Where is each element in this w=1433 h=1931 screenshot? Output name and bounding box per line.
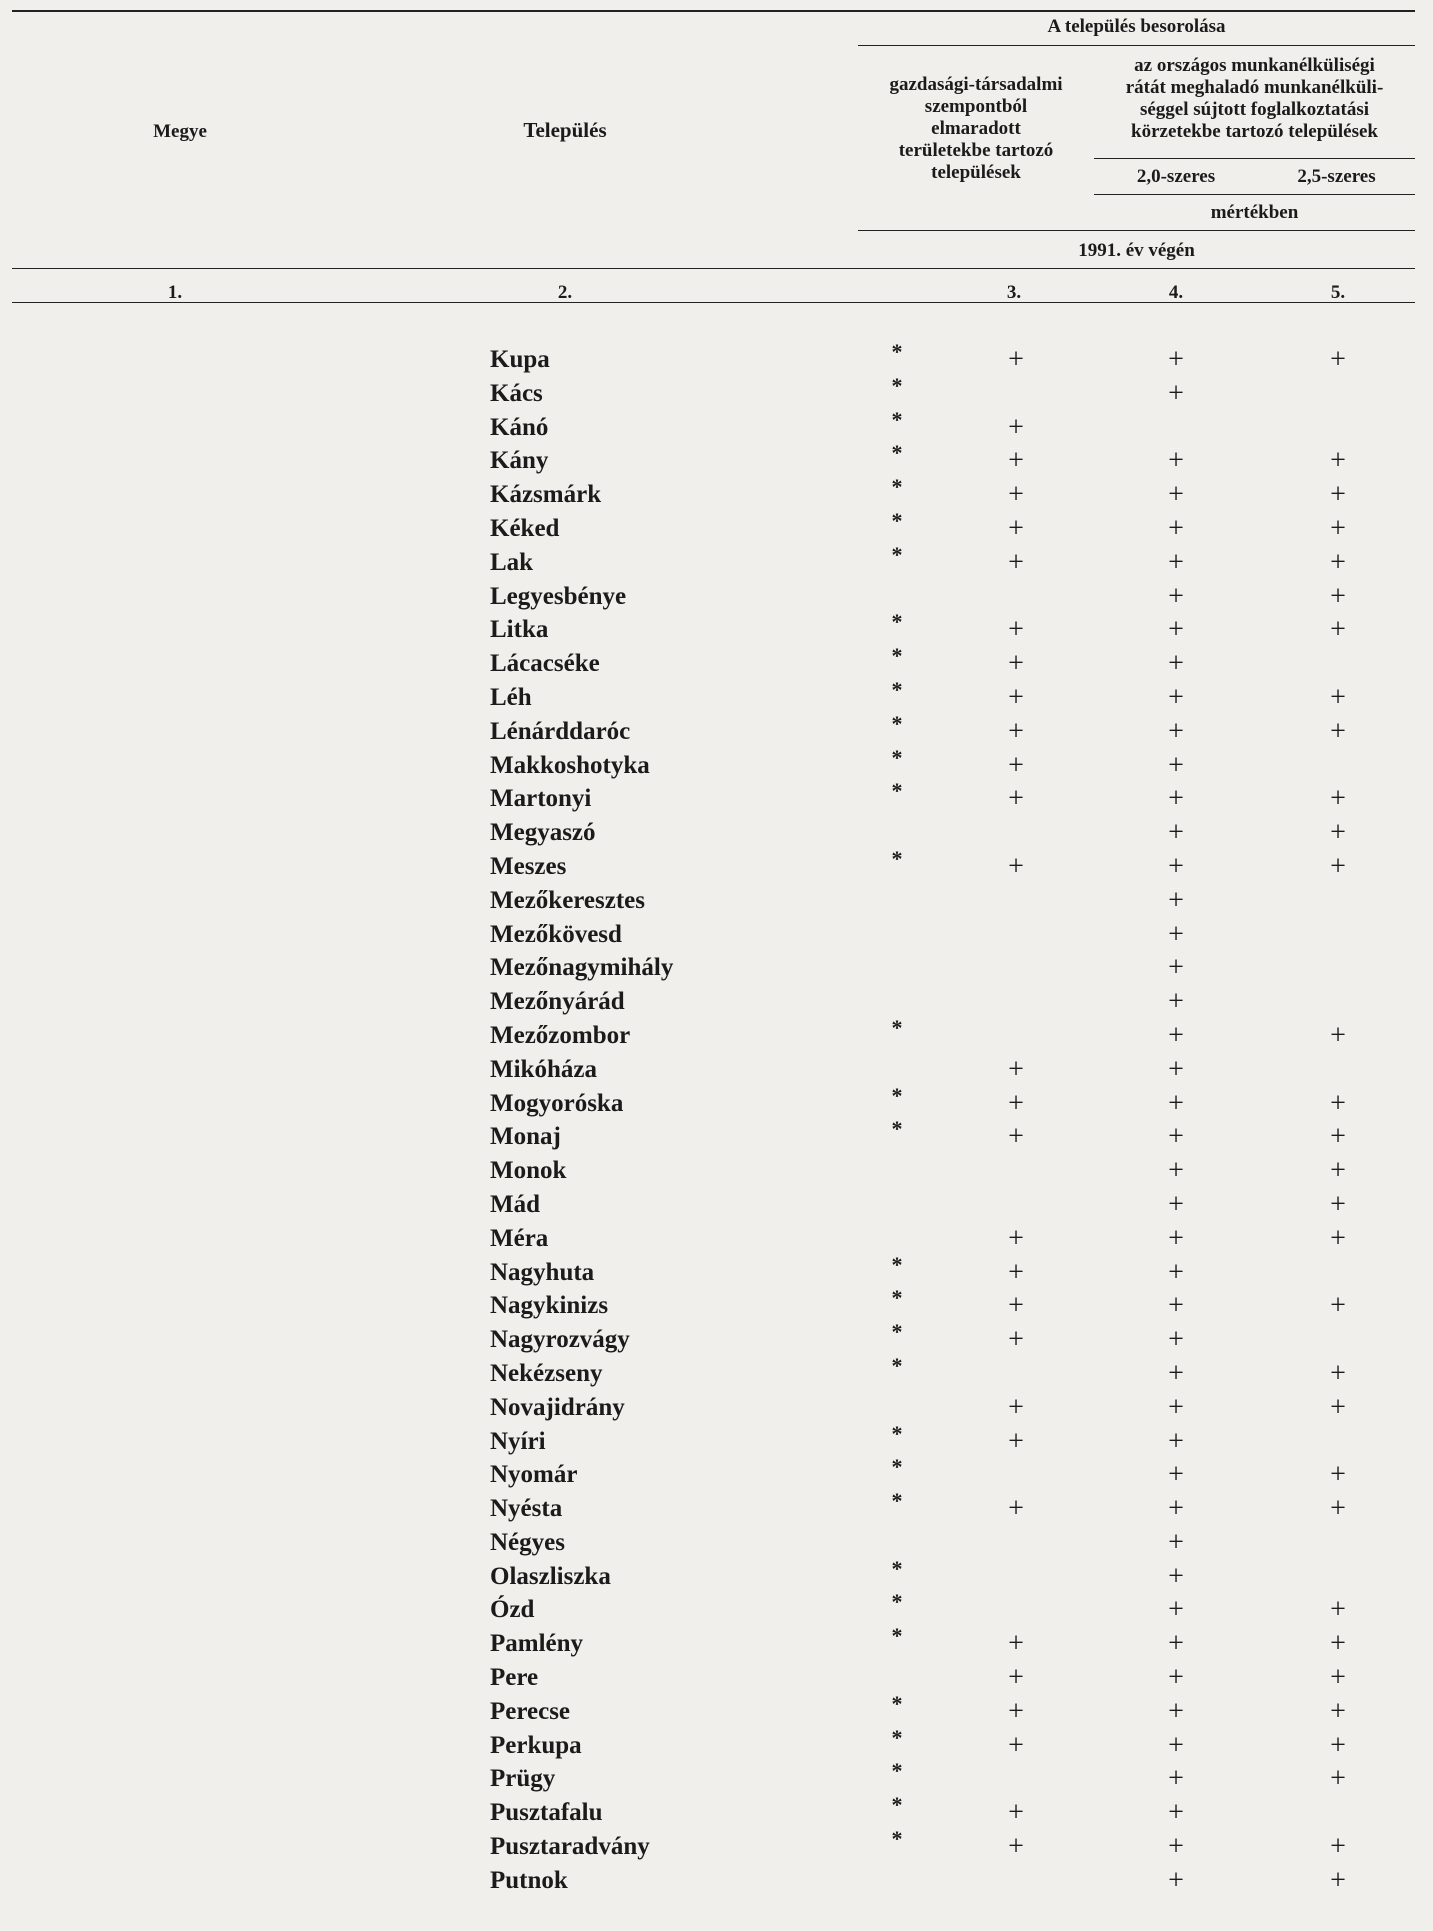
col4-plus-mark: + bbox=[1168, 952, 1184, 984]
col3-plus-mark: + bbox=[1008, 850, 1024, 882]
col4-plus-mark: + bbox=[1168, 1864, 1184, 1896]
star-mark: * bbox=[891, 1488, 903, 1514]
mertekben-rule bbox=[858, 230, 1415, 231]
settlement-name: Négyes bbox=[490, 1528, 565, 1556]
settlement-name: Olaszliszka bbox=[490, 1562, 611, 1590]
star-mark: * bbox=[891, 1454, 903, 1480]
sub-heading-2x: 2,0-szeres bbox=[1136, 166, 1216, 187]
settlement-name: Nagyhuta bbox=[490, 1258, 595, 1286]
table-row bbox=[0, 816, 1433, 850]
col3-plus-mark: + bbox=[1008, 1053, 1024, 1085]
star-mark: * bbox=[891, 845, 903, 871]
settlement-name: Ózd bbox=[490, 1596, 535, 1624]
table-row bbox=[0, 985, 1433, 1019]
col4-plus-mark: + bbox=[1168, 715, 1184, 747]
settlement-name: Kánó bbox=[490, 413, 549, 441]
star-mark: * bbox=[891, 1116, 903, 1142]
col5-plus-mark: + bbox=[1330, 614, 1346, 646]
table-row bbox=[0, 1222, 1433, 1256]
table-row bbox=[0, 643, 1433, 681]
settlement-name: Méra bbox=[490, 1224, 549, 1252]
table-row bbox=[0, 1758, 1433, 1796]
colnum-1: 1. bbox=[167, 282, 183, 303]
col4-plus-mark: + bbox=[1168, 986, 1184, 1018]
table-row bbox=[0, 1352, 1433, 1391]
col5-plus-mark: + bbox=[1330, 1357, 1346, 1389]
col4-plus-mark: + bbox=[1168, 1797, 1184, 1829]
col5-plus-mark: + bbox=[1330, 1222, 1346, 1254]
col3-plus-mark: + bbox=[1008, 1797, 1024, 1829]
col4-plus-mark: + bbox=[1168, 1594, 1184, 1626]
col5-plus-mark: + bbox=[1330, 681, 1346, 713]
table-row bbox=[0, 1154, 1433, 1188]
col4-plus-mark: + bbox=[1168, 1662, 1184, 1694]
col3-plus-mark: + bbox=[1008, 1425, 1024, 1457]
settlement-name: Nyomár bbox=[490, 1461, 578, 1489]
col5-plus-mark: + bbox=[1330, 1831, 1346, 1863]
star-mark: * bbox=[891, 372, 903, 398]
col5-plus-mark: + bbox=[1330, 1391, 1346, 1423]
settlement-name: Megyaszó bbox=[490, 819, 596, 847]
settlement-name: Pere bbox=[490, 1664, 539, 1692]
col4-plus-mark: + bbox=[1168, 783, 1184, 815]
settlement-name: Perecse bbox=[490, 1697, 571, 1725]
col4-plus-mark: + bbox=[1168, 1188, 1184, 1220]
settlement-name: Nekézseny bbox=[490, 1359, 603, 1387]
settlement-name: Mezőnyárád bbox=[490, 988, 625, 1016]
col5-plus-mark: + bbox=[1330, 1864, 1346, 1896]
group-title: A település besorolása bbox=[1047, 16, 1226, 37]
settlement-name: Meszes bbox=[490, 852, 567, 880]
col4-plus-mark: + bbox=[1168, 1560, 1184, 1592]
col4-plus-mark: + bbox=[1168, 1729, 1184, 1761]
col5-plus-mark: + bbox=[1330, 1628, 1346, 1660]
settlement-name: Pamlény bbox=[490, 1630, 584, 1658]
col3-plus-mark: + bbox=[1008, 1695, 1024, 1727]
col5-plus-mark: + bbox=[1330, 1155, 1346, 1187]
settlement-name: Prügy bbox=[490, 1765, 556, 1793]
col-munk-heading: az országos munkanélküliségi rátát meghaladó munkanélküli- séggel sújtott foglalkoztatási körzetekbe tartozó települések bbox=[1125, 55, 1384, 142]
col5-plus-mark: + bbox=[1330, 817, 1346, 849]
col4-plus-mark: + bbox=[1168, 445, 1184, 477]
col4-plus-mark: + bbox=[1168, 884, 1184, 916]
table-row bbox=[0, 440, 1433, 478]
sub-heading-25x: 2,5-szeres bbox=[1297, 166, 1376, 187]
table-row bbox=[0, 1082, 1433, 1121]
settlement-name: Mezőzombor bbox=[490, 1021, 631, 1049]
col5-plus-mark: + bbox=[1330, 1594, 1346, 1626]
col3-plus-mark: + bbox=[1008, 1628, 1024, 1660]
table-row bbox=[0, 1454, 1433, 1492]
col4-plus-mark: + bbox=[1168, 1087, 1184, 1119]
settlement-name: Makkoshotyka bbox=[490, 751, 650, 779]
col3-plus-mark: + bbox=[1008, 1222, 1024, 1254]
header-bottom-rule bbox=[12, 268, 1415, 269]
table-row bbox=[0, 474, 1433, 512]
settlement-name: Kupa bbox=[490, 346, 550, 373]
star-mark: * bbox=[891, 778, 903, 804]
group-rule bbox=[858, 45, 1415, 46]
star-mark: * bbox=[891, 1826, 903, 1852]
settlement-name: Monok bbox=[490, 1157, 567, 1185]
col5-plus-mark: + bbox=[1330, 850, 1346, 882]
sub-rule bbox=[1094, 194, 1415, 195]
col4-plus-mark: + bbox=[1168, 1053, 1184, 1085]
col4-plus-mark: + bbox=[1168, 1628, 1184, 1660]
star-mark: * bbox=[891, 440, 903, 466]
settlement-name: Perkupa bbox=[490, 1731, 582, 1759]
settlement-name: Putnok bbox=[490, 1866, 568, 1894]
settlement-name: Kéked bbox=[490, 514, 560, 542]
settlement-name: Mád bbox=[490, 1190, 540, 1218]
table-row bbox=[0, 1826, 1433, 1864]
col4-plus-mark: + bbox=[1168, 1155, 1184, 1187]
settlement-name: Monaj bbox=[490, 1123, 561, 1151]
star-mark: * bbox=[891, 609, 903, 635]
col4-plus-mark: + bbox=[1168, 817, 1184, 849]
col5-plus-mark: + bbox=[1330, 1459, 1346, 1491]
col4-plus-mark: + bbox=[1168, 479, 1184, 511]
settlement-name: Lácacséke bbox=[490, 650, 600, 678]
col-gazd-heading: gazdasági-társadalmi szempontból elmaradott területekbe tartozó települések bbox=[889, 74, 1063, 183]
col3-plus-mark: + bbox=[1008, 411, 1024, 443]
settlement-name: Martonyi bbox=[490, 785, 592, 813]
table-row bbox=[0, 1724, 1433, 1763]
star-mark: * bbox=[891, 474, 903, 500]
col4-plus-mark: + bbox=[1168, 918, 1184, 950]
settlement-name: Nyésta bbox=[490, 1495, 563, 1523]
col4-plus-mark: + bbox=[1168, 1324, 1184, 1356]
col5-plus-mark: + bbox=[1330, 580, 1346, 612]
col3-plus-mark: + bbox=[1008, 715, 1024, 747]
col5-plus-mark: + bbox=[1330, 783, 1346, 815]
table-row bbox=[0, 609, 1433, 647]
table-row bbox=[0, 1488, 1433, 1526]
col5-plus-mark: + bbox=[1330, 1121, 1346, 1153]
star-mark: * bbox=[891, 643, 903, 669]
table-row bbox=[0, 778, 1433, 816]
settlement-name: Kács bbox=[490, 379, 543, 407]
settlement-name: Mezőkeresztes bbox=[490, 886, 646, 914]
table-row bbox=[0, 1690, 1433, 1729]
star-mark: * bbox=[891, 1792, 903, 1818]
col4-plus-mark: + bbox=[1168, 1290, 1184, 1322]
col5-plus-mark: + bbox=[1330, 479, 1346, 511]
star-mark: * bbox=[891, 1352, 903, 1378]
settlement-name: Lak bbox=[490, 548, 534, 576]
table-row bbox=[0, 951, 1433, 985]
colnum-5: 5. bbox=[1330, 282, 1346, 303]
settlement-list bbox=[0, 339, 1433, 1898]
table-row bbox=[0, 710, 1433, 749]
table-row bbox=[0, 507, 1433, 546]
star-mark: * bbox=[891, 1690, 903, 1716]
col3-plus-mark: + bbox=[1008, 344, 1024, 375]
col3-plus-mark: + bbox=[1008, 749, 1024, 781]
settlement-name: Lénárddaróc bbox=[490, 717, 631, 745]
settlement-name: Nagyrozvágy bbox=[490, 1326, 630, 1354]
col5-plus-mark: + bbox=[1330, 1729, 1346, 1761]
settlement-name: Nagykinizs bbox=[490, 1292, 609, 1320]
col5-plus-mark: + bbox=[1330, 344, 1346, 375]
col4-plus-mark: + bbox=[1168, 1391, 1184, 1423]
table-row bbox=[0, 1792, 1433, 1830]
colnum-4: 4. bbox=[1168, 282, 1184, 303]
col4-plus-mark: + bbox=[1168, 681, 1184, 713]
col3-plus-mark: + bbox=[1008, 445, 1024, 477]
table-row bbox=[0, 580, 1433, 614]
colnum-2: 2. bbox=[557, 282, 573, 303]
col4-plus-mark: + bbox=[1168, 377, 1184, 409]
col4-plus-mark: + bbox=[1168, 512, 1184, 544]
col4-plus-mark: + bbox=[1168, 1256, 1184, 1288]
table-row bbox=[0, 1285, 1433, 1323]
col4-plus-mark: + bbox=[1168, 648, 1184, 680]
col4-plus-mark: + bbox=[1168, 850, 1184, 882]
star-mark: * bbox=[891, 1082, 903, 1108]
table-row bbox=[0, 1188, 1433, 1222]
settlement-name: Nyíri bbox=[490, 1427, 546, 1455]
col5-plus-mark: + bbox=[1330, 1763, 1346, 1795]
table-row bbox=[0, 339, 1433, 377]
star-mark: * bbox=[891, 1251, 903, 1277]
table-row bbox=[0, 1014, 1433, 1053]
col4-plus-mark: + bbox=[1168, 344, 1184, 375]
col5-plus-mark: + bbox=[1330, 1662, 1346, 1694]
col3-plus-mark: + bbox=[1008, 1324, 1024, 1356]
star-mark: * bbox=[891, 1555, 903, 1581]
col4-plus-mark: + bbox=[1168, 1763, 1184, 1795]
col-megye-heading: Megye bbox=[153, 121, 207, 142]
settlement-name: Pusztafalu bbox=[490, 1799, 603, 1827]
settlement-name: Pusztaradvány bbox=[490, 1833, 650, 1861]
col3-plus-mark: + bbox=[1008, 479, 1024, 511]
table-row bbox=[0, 372, 1433, 411]
table-row bbox=[0, 1319, 1433, 1357]
settlement-name: Kázsmárk bbox=[490, 481, 602, 509]
star-mark: * bbox=[891, 710, 903, 736]
col5-plus-mark: + bbox=[1330, 1188, 1346, 1220]
col3-plus-mark: + bbox=[1008, 546, 1024, 578]
star-mark: * bbox=[891, 1285, 903, 1311]
col5-plus-mark: + bbox=[1330, 1019, 1346, 1051]
table-row bbox=[0, 1555, 1433, 1594]
star-mark: * bbox=[891, 676, 903, 702]
settlement-name: Léh bbox=[490, 683, 532, 711]
col3-plus-mark: + bbox=[1008, 1662, 1024, 1694]
settlement-name: Mezőnagymihály bbox=[490, 954, 674, 982]
col3-plus-mark: + bbox=[1008, 1391, 1024, 1423]
star-mark: * bbox=[891, 406, 903, 432]
col4-plus-mark: + bbox=[1168, 1459, 1184, 1491]
table-row bbox=[0, 884, 1433, 918]
settlement-name: Legyesbénye bbox=[490, 582, 627, 610]
settlement-name: Litka bbox=[490, 616, 549, 644]
col5-plus-mark: + bbox=[1330, 1695, 1346, 1727]
col3-plus-mark: + bbox=[1008, 783, 1024, 815]
star-mark: * bbox=[891, 1420, 903, 1446]
colnum-3: 3. bbox=[1006, 282, 1022, 303]
table-row bbox=[0, 1053, 1433, 1087]
col3-plus-mark: + bbox=[1008, 1256, 1024, 1288]
settlement-name: Mezőkövesd bbox=[490, 920, 622, 948]
star-mark: * bbox=[891, 339, 903, 364]
table-row bbox=[0, 406, 1433, 445]
col3-plus-mark: + bbox=[1008, 512, 1024, 544]
col3-plus-mark: + bbox=[1008, 1087, 1024, 1119]
settlement-name: Mogyoróska bbox=[490, 1089, 624, 1117]
star-mark: * bbox=[891, 1319, 903, 1345]
table-row bbox=[0, 1864, 1433, 1898]
col3-plus-mark: + bbox=[1008, 681, 1024, 713]
col5-plus-mark: + bbox=[1330, 1087, 1346, 1119]
table-row bbox=[0, 1420, 1433, 1459]
col4-plus-mark: + bbox=[1168, 1493, 1184, 1525]
col3-plus-mark: + bbox=[1008, 1831, 1024, 1863]
table-row bbox=[0, 1589, 1433, 1627]
col4-plus-mark: + bbox=[1168, 1425, 1184, 1457]
settlement-name: Mikóháza bbox=[490, 1055, 597, 1083]
col4-plus-mark: + bbox=[1168, 749, 1184, 781]
table-row bbox=[0, 1116, 1433, 1154]
star-mark: * bbox=[891, 1589, 903, 1615]
col5-plus-mark: + bbox=[1330, 512, 1346, 544]
star-mark: * bbox=[891, 507, 903, 533]
year-label: 1991. év végén bbox=[1078, 240, 1195, 261]
table-row bbox=[0, 744, 1433, 783]
col3-plus-mark: + bbox=[1008, 648, 1024, 680]
mertekben-label: mértékben bbox=[1210, 202, 1299, 223]
star-mark: * bbox=[891, 1724, 903, 1750]
col3-plus-mark: + bbox=[1008, 614, 1024, 646]
col5-plus-mark: + bbox=[1330, 1493, 1346, 1525]
col3-plus-mark: + bbox=[1008, 1493, 1024, 1525]
col4-plus-mark: + bbox=[1168, 1695, 1184, 1727]
table-row bbox=[0, 1251, 1433, 1290]
settlement-name: Kány bbox=[490, 447, 549, 475]
col4-plus-mark: + bbox=[1168, 614, 1184, 646]
munk-rule bbox=[1094, 158, 1415, 159]
top-rule bbox=[12, 10, 1415, 12]
table-row bbox=[0, 918, 1433, 952]
col5-plus-mark: + bbox=[1330, 1290, 1346, 1322]
star-mark: * bbox=[891, 1623, 903, 1649]
col4-plus-mark: + bbox=[1168, 1222, 1184, 1254]
table-row bbox=[0, 676, 1433, 715]
table-row bbox=[0, 845, 1433, 884]
settlement-name: Novajidrány bbox=[490, 1393, 625, 1421]
col4-plus-mark: + bbox=[1168, 580, 1184, 612]
table-row bbox=[0, 1391, 1433, 1425]
col3-plus-mark: + bbox=[1008, 1121, 1024, 1153]
col4-plus-mark: + bbox=[1168, 1526, 1184, 1558]
col4-plus-mark: + bbox=[1168, 1121, 1184, 1153]
star-mark: * bbox=[891, 744, 903, 770]
col4-plus-mark: + bbox=[1168, 1831, 1184, 1863]
col4-plus-mark: + bbox=[1168, 1357, 1184, 1389]
col3-plus-mark: + bbox=[1008, 1729, 1024, 1761]
table-row bbox=[0, 541, 1433, 580]
table-row bbox=[0, 1526, 1433, 1560]
star-mark: * bbox=[891, 1758, 903, 1784]
col3-plus-mark: + bbox=[1008, 1290, 1024, 1322]
col5-plus-mark: + bbox=[1330, 445, 1346, 477]
table-row bbox=[0, 1661, 1433, 1695]
col4-plus-mark: + bbox=[1168, 1019, 1184, 1051]
table-row bbox=[0, 1623, 1433, 1661]
col4-plus-mark: + bbox=[1168, 546, 1184, 578]
col5-plus-mark: + bbox=[1330, 715, 1346, 747]
col5-plus-mark: + bbox=[1330, 546, 1346, 578]
star-mark: * bbox=[891, 1014, 903, 1040]
star-mark: * bbox=[891, 541, 903, 567]
col-telepules-heading: Település bbox=[523, 118, 607, 142]
